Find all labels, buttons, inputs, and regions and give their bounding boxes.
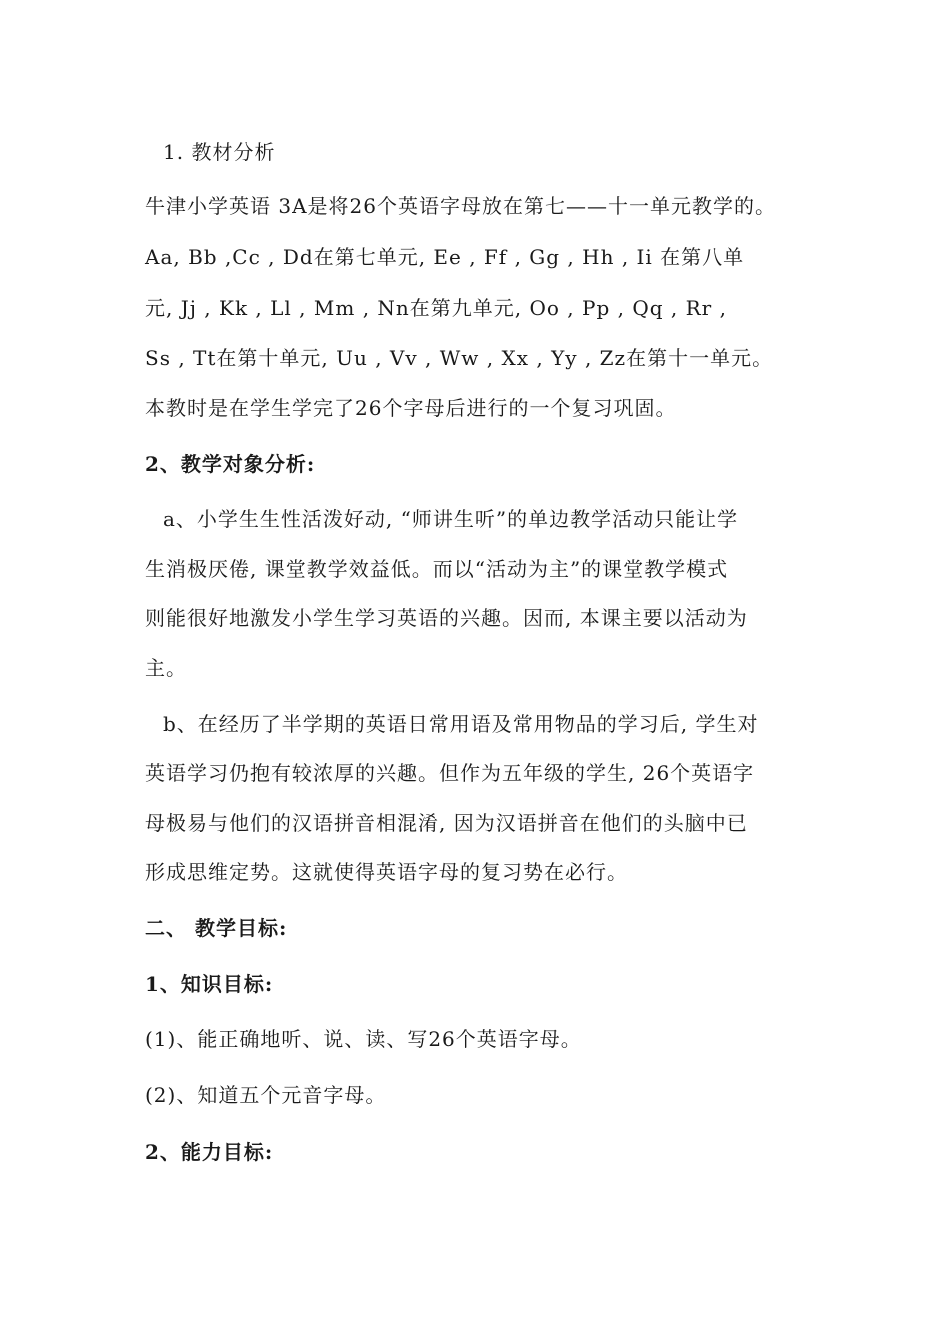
subheading-ability-goals: 2、能力目标: xyxy=(145,1140,274,1164)
paragraph-line: 主。 xyxy=(145,656,187,680)
subheading-knowledge-goals: 1、知识目标: xyxy=(145,972,274,996)
paragraph-line: 元, Jj , Kk , Ll , Mm , Nn在第九单元, Oo , Pp , Qq , Rr , xyxy=(145,296,727,320)
paragraph-line: 母极易与他们的汉语拼音相混淆, 因为汉语拼音在他们的头脑中已 xyxy=(145,811,748,835)
section-heading-student-analysis: 2、教学对象分析: xyxy=(145,452,316,476)
paragraph-line: 英语学习仍抱有较浓厚的兴趣。但作为五年级的学生, 26个英语字 xyxy=(145,761,755,785)
paragraph-line: b、在经历了半学期的英语日常用语及常用物品的学习后, 学生对 xyxy=(163,712,759,736)
list-item: (2)、知道五个元音字母。 xyxy=(145,1083,387,1107)
section-heading-textbook-analysis: 1. 教材分析 xyxy=(163,140,276,164)
list-item: (1)、能正确地听、说、读、写26个英语字母。 xyxy=(145,1027,582,1051)
paragraph-line: 生消极厌倦, 课堂教学效益低。而以“活动为主”的课堂教学模式 xyxy=(145,557,729,581)
section-heading-teaching-goals: 二、 教学目标: xyxy=(145,916,288,940)
paragraph-line: Aa, Bb ,Cc , Dd在第七单元, Ee , Ff , Gg , Hh , Ii 在第八单 xyxy=(145,245,745,269)
paragraph-line: 形成思维定势。这就使得英语字母的复习势在必行。 xyxy=(145,860,628,884)
paragraph-line: 牛津小学英语 3A是将26个英语字母放在第七——十一单元教学的。 xyxy=(145,194,776,218)
paragraph-line: Ss , Tt在第十单元, Uu , Vv , Ww , Xx , Yy , Zz在第十一单元。 xyxy=(145,346,774,370)
paragraph-line: 本教时是在学生学完了26个字母后进行的一个复习巩固。 xyxy=(145,396,677,420)
paragraph-line: 则能很好地激发小学生学习英语的兴趣。因而, 本课主要以活动为 xyxy=(145,606,748,630)
paragraph-line: a、小学生生性活泼好动, “师讲生听”的单边教学活动只能让学 xyxy=(163,507,739,531)
